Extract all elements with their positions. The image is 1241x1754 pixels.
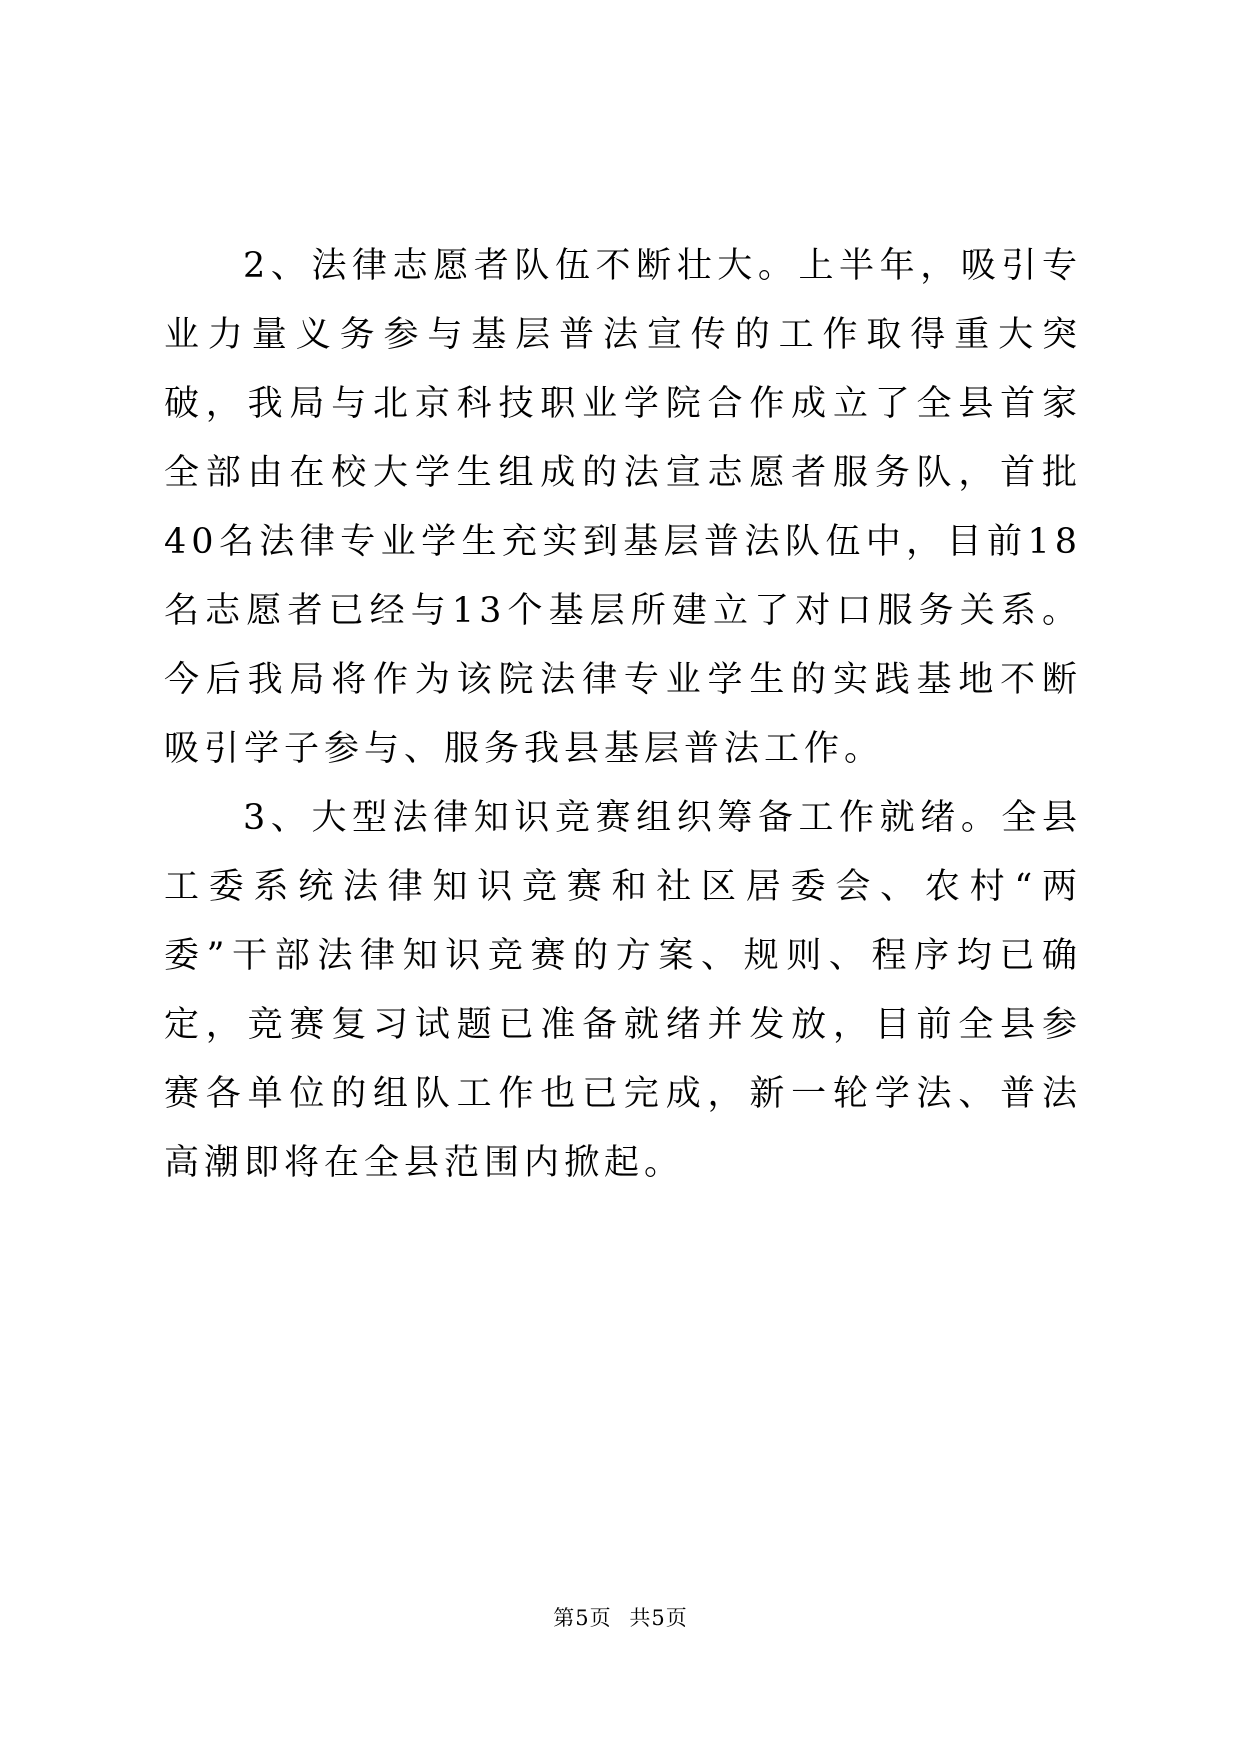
- page-total: 共5页: [629, 1606, 688, 1630]
- page-footer: [0, 1602, 1241, 1632]
- paragraph-volunteers: 2、法律志愿者队伍不断壮大。上半年，吸引专业力量义务参与基层普法宣传的工作取得重大突破，我局与北京科技职业学院合作成立了全县首家全部由在校大学生组成的法宣志愿者服务队，首批40名法律专业学生充实到基层普法队伍中，目前18名志愿者已经与13个基层所建立了对口服务关系。今后我局将作为该院法律专业学生的实践基地不断吸引学子参与、服务我县基层普法工作。: [164, 246, 1082, 769]
- page-number: 第5页: [553, 1606, 612, 1630]
- paragraph-competition: 3、大型法律知识竞赛组织筹备工作就绪。全县工委系统法律知识竞赛和社区居委会、农村“两委”干部法律知识竞赛的方案、规则、程序均已确定，竞赛复习试题已准备就绪并发放，目前全县参赛各单位的组队工作也已完成，新一轮学法、普法高潮即将在全县范围内掀起。: [164, 798, 1082, 1183]
- document-body: [164, 232, 1082, 1198]
